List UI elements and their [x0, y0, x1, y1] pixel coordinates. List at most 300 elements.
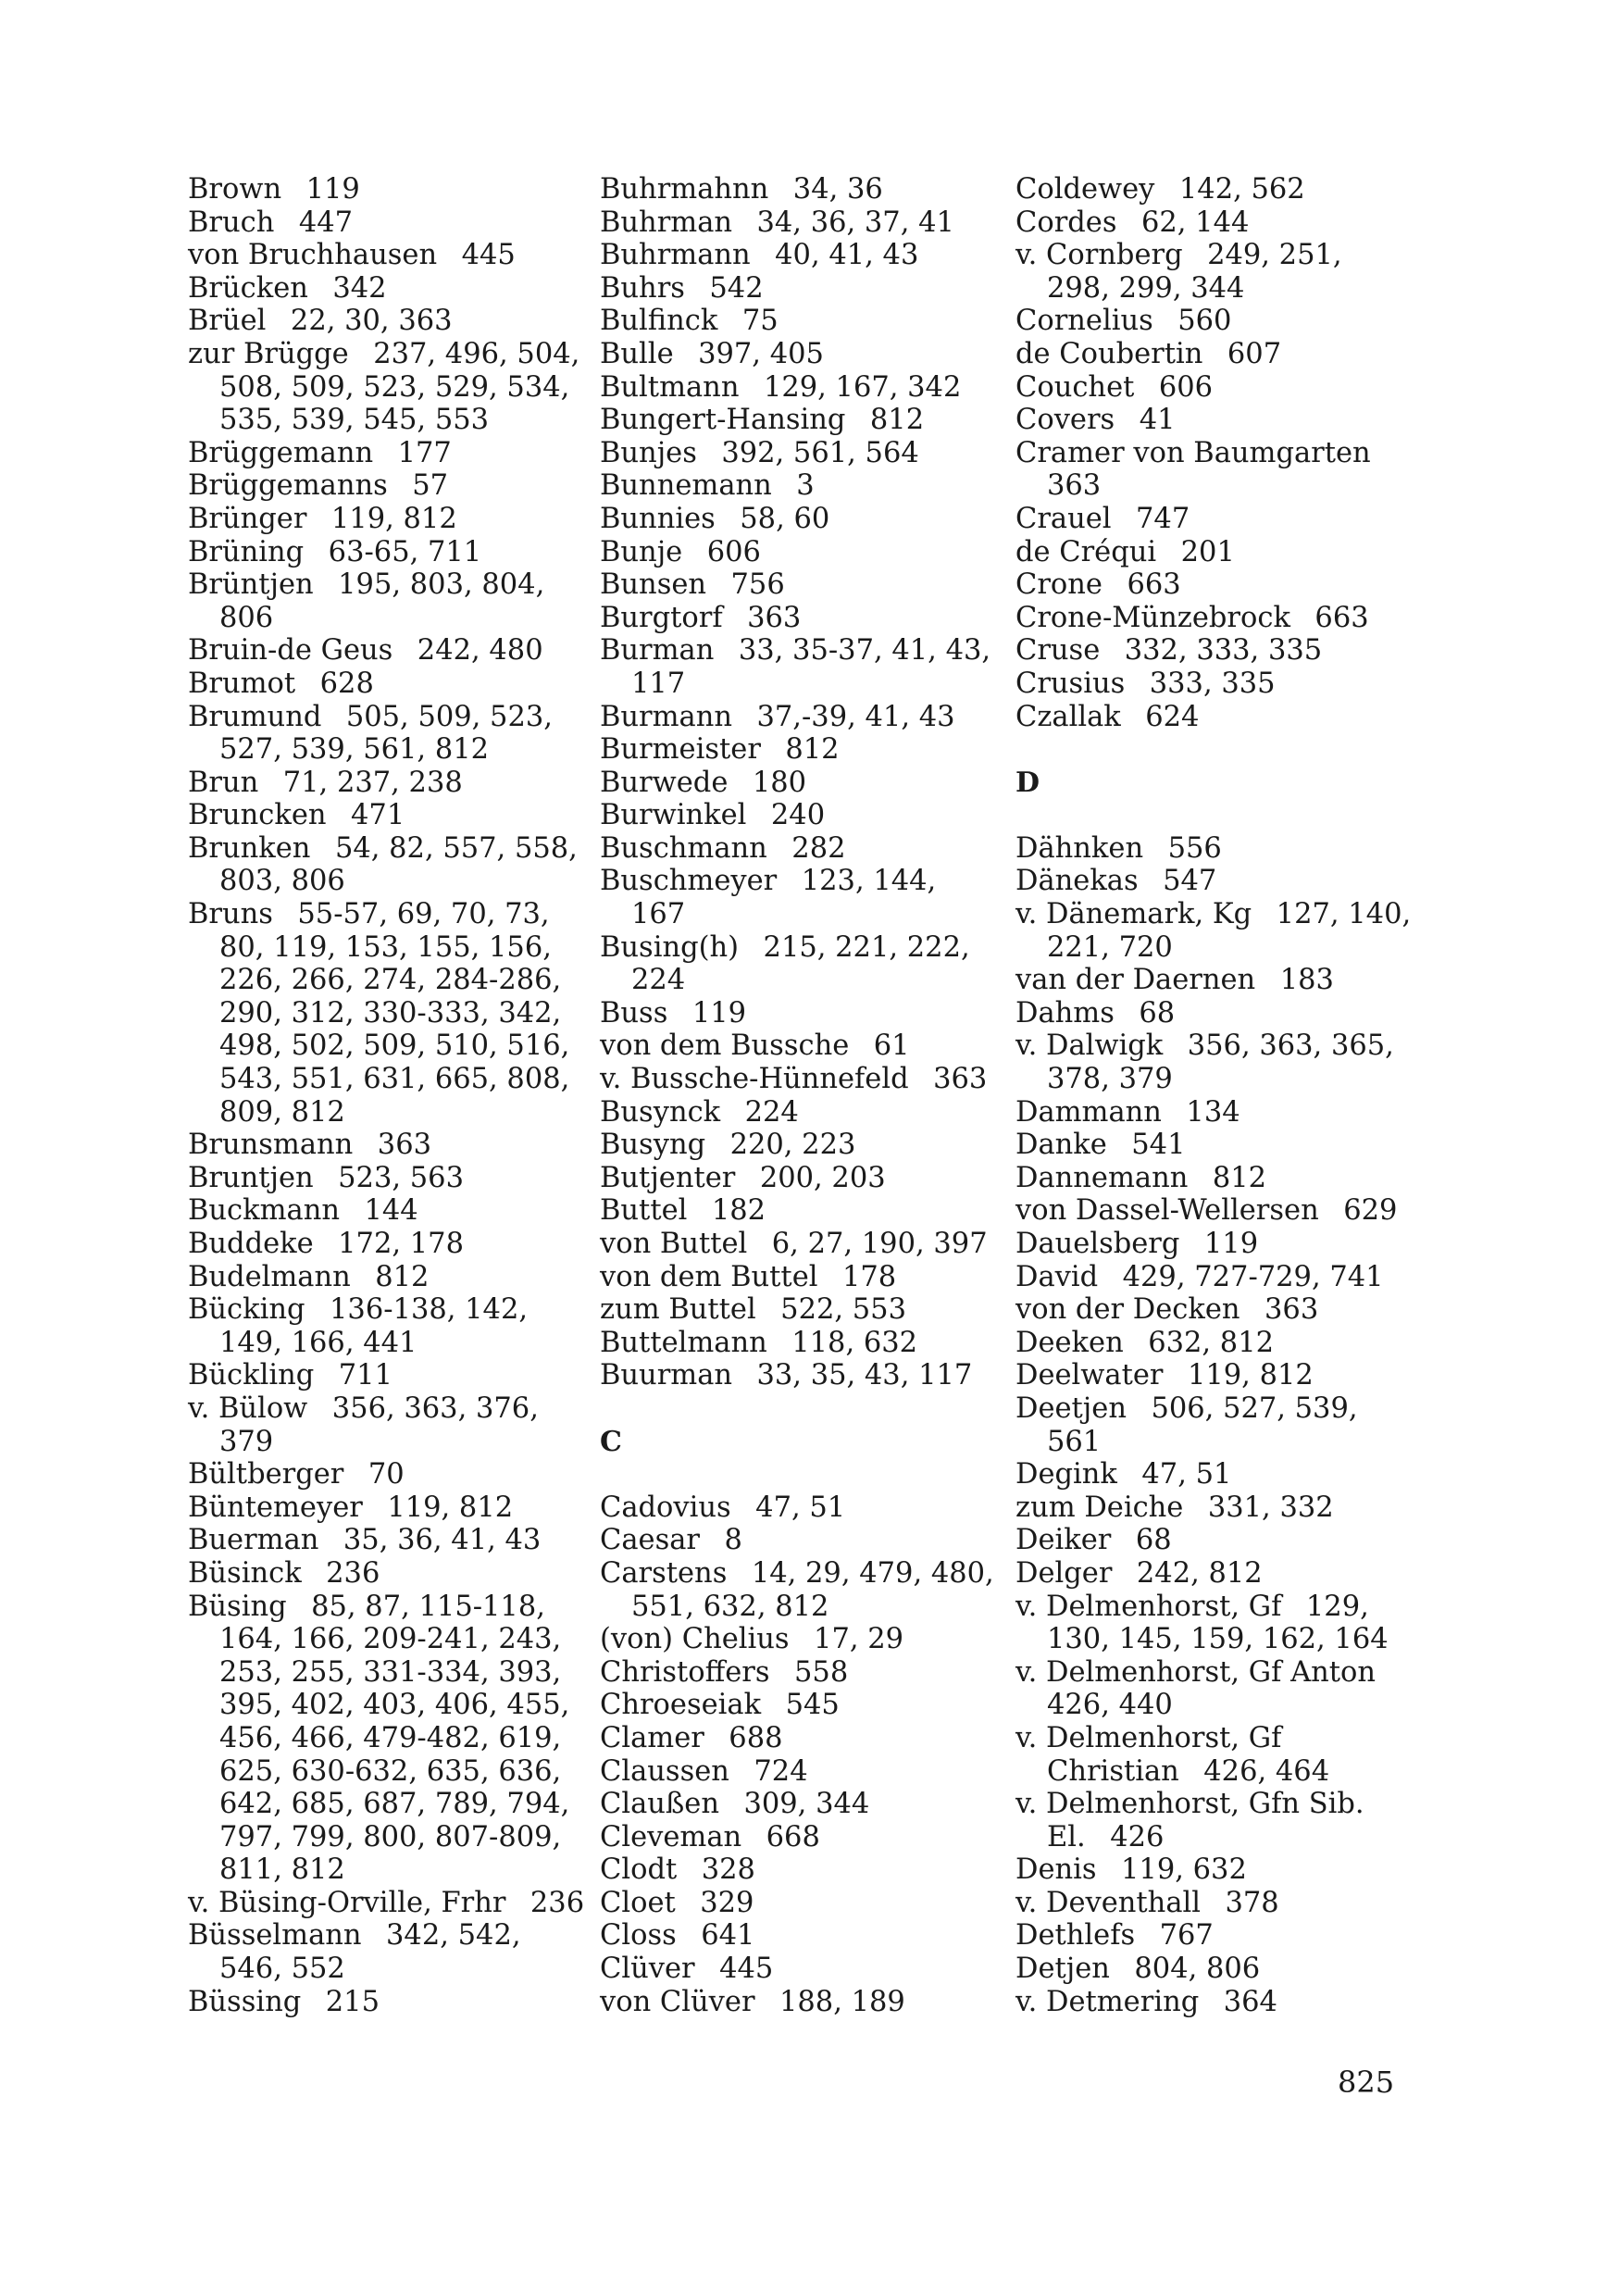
section-letter: D	[1015, 766, 1040, 799]
entry-name: de Coubertin	[1015, 337, 1203, 370]
index-entry	[600, 767, 998, 800]
index-entry	[188, 437, 586, 470]
index-entry	[188, 767, 586, 800]
entry-pages: 22, 30, 363	[290, 305, 453, 338]
index-entry	[188, 1194, 586, 1228]
entry-name: Brumot	[188, 667, 296, 700]
index-entry	[600, 733, 998, 767]
entry-name: Cloet	[600, 1886, 676, 1919]
index-entry	[1015, 832, 1414, 866]
entry-pages: 332, 333, 335	[1124, 634, 1323, 668]
entry-pages: 40, 41, 43	[775, 239, 919, 272]
entry-name: Burwinkel	[600, 799, 747, 832]
entry-pages: 119	[1203, 1228, 1259, 1260]
index-entry	[188, 634, 586, 668]
index-entry	[600, 1293, 998, 1327]
index-entry	[1015, 701, 1414, 734]
entry-pages: 61	[873, 1029, 910, 1063]
entry-pages: 363	[933, 1063, 988, 1096]
index-entry	[188, 1261, 586, 1294]
index-entry	[188, 832, 586, 898]
index-entry	[188, 206, 586, 240]
entry-pages: 68	[1139, 996, 1176, 1029]
index-entry	[600, 1986, 998, 2019]
entry-name: Deelwater	[1015, 1359, 1164, 1392]
entry-name: Brown	[188, 173, 282, 206]
index-entry	[188, 469, 586, 503]
entry-pages: 363	[377, 1129, 432, 1162]
index-entry	[188, 173, 586, 206]
entry-name: Crusius	[1015, 667, 1126, 700]
entry-name: Deetjen	[1015, 1391, 1127, 1425]
entry-pages: 177	[397, 436, 452, 469]
index-entry	[600, 1887, 998, 1920]
entry-name: Bulle	[600, 337, 674, 370]
index-entry	[1015, 1491, 1414, 1525]
entry-name: Cruse	[1015, 634, 1101, 668]
index-entry	[1015, 898, 1414, 964]
entry-pages: 804, 806	[1134, 1953, 1261, 1986]
index-entry	[600, 1228, 998, 1261]
index-entry	[600, 832, 998, 866]
entry-pages: 195, 803, 804, 806	[219, 568, 545, 634]
entry-pages: 70	[367, 1458, 405, 1491]
index-entry	[188, 272, 586, 306]
entry-name: van der Daernen	[1015, 964, 1256, 997]
entry-name: Covers	[1015, 404, 1115, 437]
index-entry	[600, 1194, 998, 1228]
index-entry	[188, 1458, 586, 1491]
index-entry	[600, 1755, 998, 1789]
entry-pages: 58, 60	[740, 502, 830, 535]
entry-pages: 724	[754, 1754, 808, 1788]
index-entry	[1015, 305, 1414, 338]
entry-pages: 364	[1223, 1985, 1277, 2018]
entry-pages: 242, 480	[417, 634, 543, 668]
entry-pages: 558	[794, 1655, 849, 1689]
entry-pages: 183	[1279, 964, 1334, 997]
entry-name: Brunsmann	[188, 1129, 354, 1162]
entry-pages: 236	[529, 1886, 585, 1919]
entry-name: Busynck	[600, 1095, 721, 1129]
index-entry	[600, 1623, 998, 1656]
index-entry	[1015, 1853, 1414, 1887]
entry-name: Dänekas	[1015, 865, 1139, 898]
entry-name: Büsing	[188, 1590, 287, 1623]
entry-name: Cleveman	[600, 1820, 742, 1853]
index-entry	[188, 701, 586, 767]
entry-name: v. Cornberg	[1015, 239, 1183, 272]
index-entry	[1015, 338, 1414, 371]
index-entry	[188, 1887, 586, 1920]
index-entry	[600, 1953, 998, 1986]
index-entry	[600, 536, 998, 569]
entry-name: von dem Buttel	[600, 1260, 818, 1293]
index-entry	[1015, 568, 1414, 602]
index-entry	[1015, 1327, 1414, 1360]
entry-name: Bunnemann	[600, 469, 772, 503]
index-entry	[188, 1557, 586, 1591]
entry-pages: 123, 144, 167	[631, 865, 937, 931]
index-entry	[1015, 964, 1414, 997]
index-entry	[600, 1261, 998, 1294]
entry-name: Dannemann	[1015, 1161, 1189, 1194]
entry-name: Büssing	[188, 1985, 302, 2018]
entry-name: Crone	[1015, 568, 1102, 602]
entry-pages: 71, 237, 238	[282, 766, 463, 799]
entry-pages: 356, 363, 376, 379	[219, 1391, 539, 1458]
entry-pages: 363	[1264, 1293, 1319, 1327]
entry-pages: 134	[1186, 1095, 1240, 1129]
index-entry	[188, 898, 586, 1129]
entry-name: von Dassel-Wellersen	[1015, 1194, 1319, 1228]
index-entry	[1015, 668, 1414, 701]
entry-name: Buddeke	[188, 1228, 314, 1260]
entry-pages: 392, 561, 564	[721, 436, 919, 469]
entry-name: Deiker	[1015, 1524, 1112, 1557]
entry-pages: 767	[1159, 1919, 1214, 1953]
entry-name: Bruin-de Geus	[188, 634, 393, 668]
entry-pages: 668	[766, 1820, 820, 1853]
entry-name: Bruncken	[188, 799, 327, 832]
entry-name: von der Decken	[1015, 1293, 1240, 1327]
entry-pages: 711	[338, 1359, 392, 1392]
entry-pages: 363	[1047, 469, 1102, 503]
entry-name: v. Dalwigk	[1015, 1029, 1164, 1063]
entry-pages: 309, 344	[743, 1788, 870, 1821]
index-entry	[600, 1919, 998, 1953]
entry-pages: 144	[364, 1194, 418, 1228]
entry-pages: 119, 632	[1121, 1853, 1247, 1887]
index-entry	[188, 1162, 586, 1195]
entry-pages: 471	[351, 799, 405, 832]
entry-pages: 663	[1314, 601, 1369, 634]
index-entry	[600, 1162, 998, 1195]
entry-name: Cordes	[1015, 206, 1117, 239]
entry-pages: 3	[796, 469, 815, 503]
index-entry	[188, 668, 586, 701]
entry-pages: 249, 251, 298, 299, 344	[1047, 239, 1342, 305]
entry-pages: 429, 727-729, 741	[1122, 1260, 1384, 1293]
entry-name: v. Detmering	[1015, 1985, 1200, 2018]
entry-pages: 545	[785, 1689, 840, 1722]
entry-pages: 282	[791, 831, 846, 865]
index-entry	[600, 1063, 998, 1096]
entry-name: v. Delmenhorst, Gf	[1015, 1590, 1282, 1623]
entry-name: Christoffers	[600, 1655, 770, 1689]
entry-name: Buttelmann	[600, 1326, 767, 1359]
entry-name: David	[1015, 1260, 1099, 1293]
entry-name: Bültberger	[188, 1458, 344, 1491]
entry-name: Buttel	[600, 1194, 688, 1228]
entry-pages: 812	[375, 1260, 430, 1293]
index-entry	[600, 272, 998, 306]
entry-name: Butjenter	[600, 1161, 736, 1194]
entry-name: Cadovius	[600, 1491, 731, 1524]
index-entry	[188, 1129, 586, 1162]
entry-pages: 215, 221, 222, 224	[631, 930, 970, 997]
index-entry	[1015, 1359, 1414, 1392]
entry-pages: 33, 35, 43, 117	[756, 1359, 973, 1392]
entry-name: Burmeister	[600, 733, 761, 767]
index-entry	[600, 1129, 998, 1162]
index-entry	[600, 1359, 998, 1392]
entry-name: v. Dänemark, Kg	[1015, 898, 1252, 931]
entry-pages: 129, 167, 342	[763, 370, 962, 404]
entry-name: Brunken	[188, 831, 311, 865]
entry-pages: 812	[869, 404, 925, 437]
entry-pages: 663	[1127, 568, 1181, 602]
entry-pages: 624	[1145, 700, 1200, 733]
entry-name: v. Büsing-Orville, Frhr	[188, 1886, 506, 1919]
index-entry	[1015, 371, 1414, 405]
entry-name: Deeken	[1015, 1326, 1124, 1359]
entry-name: Carstens	[600, 1556, 728, 1590]
entry-name: Claussen	[600, 1754, 729, 1788]
index-entry	[600, 469, 998, 503]
entry-pages: 220, 223	[729, 1129, 856, 1162]
entry-pages: 240	[770, 799, 826, 832]
index-entry	[188, 239, 586, 272]
entry-name: Dethlefs	[1015, 1919, 1136, 1953]
entry-name: v. Bussche-Hünnefeld	[600, 1063, 909, 1096]
entry-pages: 8	[724, 1524, 742, 1557]
entry-name: Couchet	[1015, 370, 1135, 404]
entry-name: v. Delmenhorst, Gf Anton	[1015, 1655, 1377, 1689]
entry-pages: 62, 144	[1140, 206, 1250, 239]
index-entry	[1015, 602, 1414, 635]
index-entry	[600, 1096, 998, 1129]
entry-pages: 119, 812	[387, 1491, 514, 1524]
index-entry	[188, 536, 586, 569]
entry-name: zur Brügge	[188, 337, 349, 370]
section-letter: C	[600, 1425, 622, 1458]
entry-pages: 541	[1131, 1129, 1186, 1162]
entry-pages: 445	[461, 239, 516, 272]
index-column-1	[188, 173, 586, 2018]
entry-name: Buhrs	[600, 271, 685, 305]
entry-pages: 397, 405	[698, 337, 824, 370]
index-entry	[1015, 1788, 1414, 1853]
index-column-3	[1015, 173, 1414, 2018]
entry-name: Bruns	[188, 898, 273, 931]
entry-pages: 34, 36, 37, 41	[756, 206, 954, 239]
entry-name: Caesar	[600, 1524, 700, 1557]
index-entry	[188, 1293, 586, 1359]
index-entry	[600, 931, 998, 997]
index-entry	[1015, 1458, 1414, 1491]
index-entry	[188, 568, 586, 634]
index-entry	[1015, 173, 1414, 206]
entry-pages: 756	[730, 568, 785, 602]
index-entry	[188, 1359, 586, 1392]
entry-pages: 331, 332	[1207, 1491, 1334, 1524]
entry-name: Buschmann	[600, 831, 767, 865]
entry-name: v. Deventhall	[1015, 1886, 1202, 1919]
index-entry	[1015, 1293, 1414, 1327]
entry-name: Closs	[600, 1919, 677, 1953]
index-entry	[600, 1029, 998, 1063]
entry-pages: 119	[305, 173, 360, 206]
entry-name: Dähnken	[1015, 831, 1144, 865]
index-entry	[1015, 239, 1414, 305]
index-entry	[600, 305, 998, 338]
entry-pages: 57	[412, 469, 449, 503]
entry-pages: 182	[711, 1194, 766, 1228]
entry-pages: 47, 51	[755, 1491, 846, 1524]
entry-pages: 129, 130, 145, 159, 162, 164	[1047, 1590, 1389, 1656]
entry-pages: 328	[701, 1853, 755, 1887]
entry-pages: 342, 542, 546, 552	[219, 1919, 521, 1986]
entry-pages: 747	[1136, 502, 1190, 535]
entry-name: Brücken	[188, 271, 308, 305]
entry-pages: 333, 335	[1149, 667, 1276, 700]
index-entry	[600, 206, 998, 240]
entry-name: Busyng	[600, 1129, 706, 1162]
entry-pages: 54, 82, 557, 558, 803, 806	[219, 831, 578, 898]
entry-name: Bulfinck	[600, 305, 718, 338]
index-entry	[600, 1689, 998, 1722]
index-column-2	[600, 173, 998, 2018]
index-entry	[1015, 1194, 1414, 1228]
entry-pages: 606	[1158, 370, 1214, 404]
entry-name: Danke	[1015, 1129, 1107, 1162]
entry-pages: 224	[744, 1095, 799, 1129]
entry-name: Burgtorf	[600, 601, 723, 634]
entry-name: Czallak	[1015, 700, 1121, 733]
index-entry	[1015, 1162, 1414, 1195]
entry-name: Bunje	[600, 535, 683, 568]
entry-name: (von) Chelius	[600, 1623, 790, 1656]
index-entry	[600, 1524, 998, 1557]
entry-name: Detjen	[1015, 1953, 1110, 1986]
index-entry	[1015, 1524, 1414, 1557]
entry-name: Dauelsberg	[1015, 1228, 1180, 1260]
entry-name: Delger	[1015, 1556, 1113, 1590]
page-number: 825	[1338, 2065, 1395, 2100]
index-entry	[600, 371, 998, 405]
entry-pages: 632, 812	[1148, 1326, 1275, 1359]
entry-pages: 142, 562	[1178, 173, 1305, 206]
index-entry	[188, 1986, 586, 2019]
index-entry	[1015, 536, 1414, 569]
entry-pages: 6, 27, 190, 397	[771, 1228, 988, 1260]
entry-pages: 342	[332, 271, 387, 305]
entry-name: Bunjes	[600, 436, 697, 469]
entry-pages: 641	[701, 1919, 755, 1953]
index-entry	[600, 338, 998, 371]
index-entry	[1015, 404, 1414, 437]
index-entry	[188, 1919, 586, 1985]
entry-name: Buurman	[600, 1359, 733, 1392]
entry-pages: 556	[1167, 831, 1222, 865]
entry-name: zum Buttel	[600, 1293, 756, 1327]
index-entry	[1015, 1261, 1414, 1294]
entry-name: Brumund	[188, 700, 322, 733]
entry-name: Brüel	[188, 305, 267, 338]
index-entry	[1015, 1656, 1414, 1722]
entry-name: de Créqui	[1015, 535, 1157, 568]
entry-name: Crone-Münzebrock	[1015, 601, 1290, 634]
index-entry	[1015, 1557, 1414, 1591]
entry-pages: 33, 35-37, 41, 43, 117	[631, 634, 991, 700]
index-entry	[600, 1557, 998, 1623]
index-entry	[1015, 1228, 1414, 1261]
entry-name: zum Deiche	[1015, 1491, 1184, 1524]
index-entry	[600, 503, 998, 536]
entry-name: Clüver	[600, 1953, 695, 1986]
entry-name: von Bruchhausen	[188, 239, 438, 272]
index-entry	[188, 338, 586, 437]
index-entry	[600, 1853, 998, 1887]
entry-pages: 560	[1177, 305, 1232, 338]
entry-pages: 522, 553	[780, 1293, 906, 1327]
entry-pages: 47, 51	[1141, 1458, 1232, 1491]
index-entry	[600, 1327, 998, 1360]
entry-pages: 329	[700, 1886, 754, 1919]
entry-name: Bücking	[188, 1293, 305, 1327]
index-entry	[1015, 865, 1414, 898]
entry-name: Büsselmann	[188, 1919, 362, 1953]
index-entry	[600, 865, 998, 930]
index-entry	[1015, 1986, 1414, 2019]
entry-pages: 506, 527, 539, 561	[1047, 1391, 1358, 1458]
entry-name: Brüntjen	[188, 568, 314, 602]
entry-name: Burwede	[600, 766, 729, 799]
entry-name: Budelmann	[188, 1260, 351, 1293]
entry-name: Büntemeyer	[188, 1491, 363, 1524]
entry-name: Dammann	[1015, 1095, 1162, 1129]
entry-name: Chroeseiak	[600, 1689, 762, 1722]
index-entry	[600, 799, 998, 832]
index-entry	[600, 173, 998, 206]
entry-pages: 426, 464	[1203, 1754, 1330, 1788]
entry-pages: 37,-39, 41, 43	[756, 700, 955, 733]
index-entry	[1015, 1722, 1414, 1788]
index-entry	[1015, 1887, 1414, 1920]
entry-name: Bruch	[188, 206, 275, 239]
entry-name: v. Bülow	[188, 1391, 308, 1425]
entry-pages: 85, 87, 115-118, 164, 166, 209-241, 243, 253, 255, 331-334, 393, 395, 402, 403, 406, 455, 456, 466, 479-482, 619, 625, 630-632, 635, 636, 642, 685, 687, 789, 794, 797, 799, 800, 807-809, 811, 812	[219, 1590, 570, 1887]
entry-name: Bultmann	[600, 370, 740, 404]
entry-pages: 607	[1227, 337, 1282, 370]
entry-pages: 628	[319, 667, 374, 700]
index-entry	[600, 997, 998, 1030]
entry-pages: 445	[719, 1953, 774, 1986]
index-entry	[600, 1722, 998, 1755]
entry-pages: 629	[1343, 1194, 1398, 1228]
entry-pages: 118, 632	[791, 1326, 918, 1359]
entry-name: von Buttel	[600, 1228, 748, 1260]
index-entry	[1015, 997, 1414, 1030]
entry-pages: 172, 178	[338, 1228, 464, 1260]
entry-pages: 55-57, 69, 70, 73, 80, 119, 153, 155, 156, 226, 266, 274, 284-286, 290, 312, 330-333, 342, 498, 502, 509, 510, 516, 543, 551, 631, 665, 808, 809, 812	[219, 898, 570, 1129]
entry-name: Buschmeyer	[600, 865, 778, 898]
index-entry	[1015, 634, 1414, 668]
entry-name: Buss	[600, 996, 668, 1029]
entry-pages: 68	[1135, 1524, 1172, 1557]
index-entry	[188, 799, 586, 832]
index-entry	[188, 503, 586, 536]
index-entry	[600, 1491, 998, 1525]
index-entry	[188, 1228, 586, 1261]
entry-name: Clodt	[600, 1853, 678, 1887]
entry-name: Bunsen	[600, 568, 707, 602]
entry-name: Claußen	[600, 1788, 719, 1821]
entry-name: Coldewey	[1015, 173, 1155, 206]
entry-pages: 215	[325, 1985, 380, 2018]
entry-name: Brünger	[188, 502, 307, 535]
